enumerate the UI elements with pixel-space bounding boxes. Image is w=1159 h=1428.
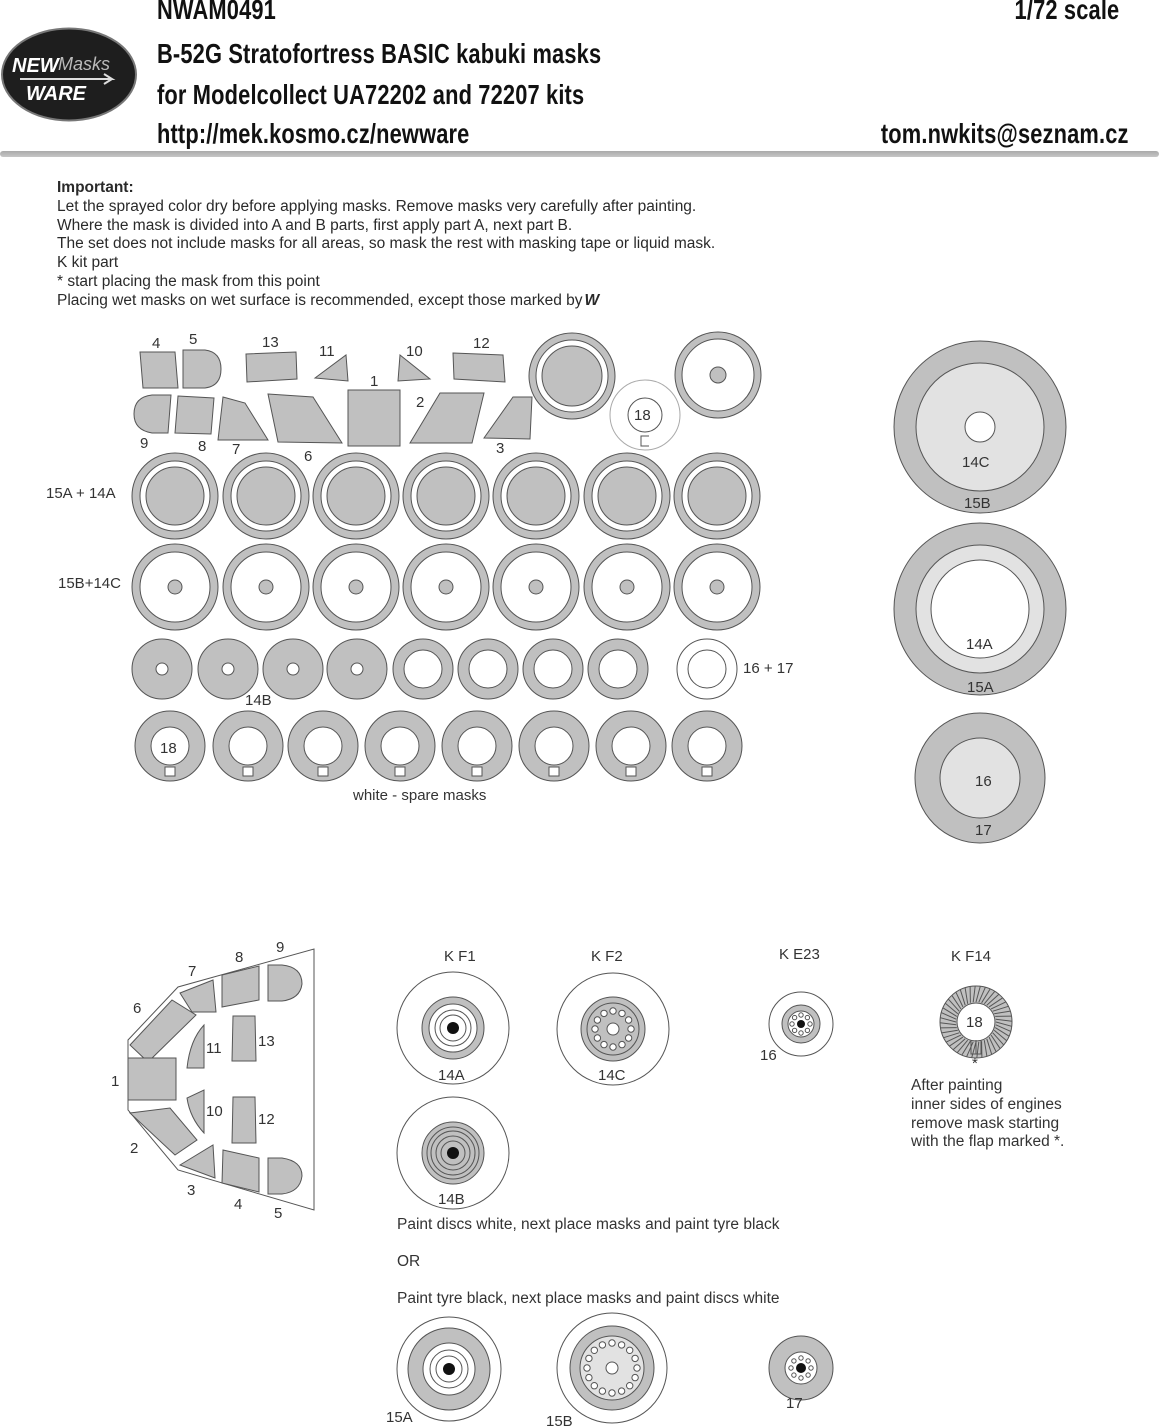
engine-note-line: remove mask starting <box>911 1114 1060 1132</box>
large-mask-15B-14C <box>894 341 1066 513</box>
mask-label: 15A <box>967 679 994 696</box>
num-label: 5 <box>274 1205 283 1222</box>
kit-part-label: K F2 <box>591 948 623 965</box>
wheel-label: 15B <box>546 1413 573 1428</box>
mask-label: 17 <box>975 822 992 839</box>
num-label: 8 <box>235 949 244 966</box>
num-label: 13 <box>258 1033 275 1050</box>
engine-note <box>911 1077 1064 1152</box>
hub-hole <box>792 1373 796 1377</box>
mask-14C <box>529 580 543 594</box>
mask-14C <box>710 580 724 594</box>
canopy-mask-8 <box>222 966 259 1007</box>
num-label: 12 <box>473 335 490 352</box>
instruction-paint-discs: Paint discs white, next place masks and paint tyre black <box>397 1216 780 1233</box>
start-marker: * <box>972 1055 978 1072</box>
mask-label: 14A <box>966 636 993 653</box>
hub-hole <box>586 1374 592 1380</box>
note-line: The set does not include masks for all areas, so mask the rest with masking tape or liquid mask. <box>57 235 716 253</box>
mask-14A <box>417 467 475 525</box>
hub-hole <box>805 1015 809 1019</box>
wheel-15B <box>546 1313 667 1428</box>
logo-text-ware: WARE <box>26 83 86 105</box>
hub-hole <box>601 1041 607 1047</box>
num-label: 5 <box>189 331 198 348</box>
start-flap <box>702 767 712 776</box>
canopy-mask-10 <box>187 1090 204 1133</box>
mask-14C <box>439 580 453 594</box>
start-flap <box>395 767 405 776</box>
start-flap <box>549 767 559 776</box>
hub-hole <box>591 1347 597 1353</box>
hub-hole <box>809 1366 813 1370</box>
hub-hole <box>789 1366 793 1370</box>
hub-hole <box>799 1031 803 1035</box>
num-label: 1 <box>111 1073 120 1090</box>
mask-label: 15B <box>964 495 991 512</box>
hub-hole <box>594 1035 600 1041</box>
num-label: 4 <box>152 335 161 352</box>
row-label: 15A + 14A <box>46 485 116 502</box>
notes-heading: Important: <box>57 179 134 196</box>
wheel-label: 17 <box>786 1395 803 1412</box>
mask-14A <box>146 467 204 525</box>
row-label: 14B <box>245 692 272 709</box>
hub-hole <box>790 1022 794 1026</box>
hub-hole <box>792 1359 796 1363</box>
mask-14C <box>349 580 363 594</box>
mask-label: 14C <box>962 454 990 471</box>
row-label: 16 + 17 <box>743 660 794 677</box>
mask-14A <box>507 467 565 525</box>
note-line-text: Placing wet masks on wet surface is recommended, except those marked by <box>57 291 583 309</box>
wheel-15A <box>386 1317 501 1426</box>
mask-9 <box>134 395 171 433</box>
num-label: 11 <box>319 343 335 360</box>
kit-part-label: K F14 <box>951 948 992 965</box>
product-title: B-52G Stratofortress BASIC kabuki masks <box>157 38 602 69</box>
start-flap <box>318 767 328 776</box>
start-flap <box>165 767 175 776</box>
logo-text-masks: Masks <box>58 54 111 74</box>
num-label: 2 <box>416 394 425 411</box>
num-label: 4 <box>234 1196 243 1213</box>
engine-note-line: After painting <box>911 1077 1003 1094</box>
hub-hole <box>601 1010 607 1016</box>
product-code: NWAM0491 <box>157 0 276 25</box>
dry-mask-symbol: W <box>584 291 600 309</box>
num-label: 9 <box>276 939 285 956</box>
hub-hole <box>627 1347 633 1353</box>
hub-hole <box>610 1008 616 1014</box>
kit-part-label: K F1 <box>444 948 476 965</box>
spare-caption: white - spare masks <box>353 787 487 804</box>
num-label: 7 <box>188 963 197 980</box>
hub-hole <box>628 1026 634 1032</box>
mask-14C <box>168 580 182 594</box>
hub-hole <box>618 1342 624 1348</box>
hub-hole <box>808 1022 812 1026</box>
mask-14A <box>688 467 746 525</box>
hub-hole <box>632 1374 638 1380</box>
num-label: 7 <box>232 441 241 458</box>
logo-text-new: NEW <box>12 55 59 77</box>
wheel-label: 14A <box>438 1067 465 1084</box>
hub-hole <box>625 1017 631 1023</box>
num-label: 2 <box>130 1140 139 1157</box>
hub-hole <box>594 1017 600 1023</box>
hub-hole <box>586 1355 592 1361</box>
canopy-mask-11 <box>187 1025 204 1068</box>
note-line: K kit part <box>57 254 119 272</box>
large-mask-15A-14A <box>894 523 1066 696</box>
mask-14A <box>598 467 656 525</box>
wheel-F1-14A <box>397 972 509 1084</box>
num-label: 12 <box>258 1111 275 1128</box>
hub-hole <box>609 1390 615 1396</box>
mask-row-15B-14C <box>132 544 760 630</box>
website-link[interactable]: http://mek.kosmo.cz/newware <box>157 118 470 149</box>
mask-7 <box>218 397 268 440</box>
hub-hole <box>805 1028 809 1032</box>
canopy-mask-5 <box>268 1158 302 1194</box>
mask-5 <box>183 350 221 388</box>
mask-14A <box>327 467 385 525</box>
start-flap <box>243 767 253 776</box>
engine-fan-F14 <box>940 986 1012 1072</box>
wheel-E23-16 <box>760 992 833 1064</box>
row-label: 15B+14C <box>58 575 121 592</box>
instruction-or: OR <box>397 1253 421 1270</box>
window-mask-set <box>134 332 761 450</box>
hub-hole <box>618 1388 624 1394</box>
hub-hole <box>619 1041 625 1047</box>
hub-hole <box>634 1365 640 1371</box>
start-flap <box>472 767 482 776</box>
num-label: 3 <box>187 1182 196 1199</box>
hub-hole <box>584 1365 590 1371</box>
hub-hole <box>599 1342 605 1348</box>
wheel-label: 14C <box>598 1067 626 1084</box>
start-flap <box>626 767 636 776</box>
mask-3 <box>484 397 532 439</box>
hub-hole <box>799 1356 803 1360</box>
num-label: 6 <box>304 448 313 465</box>
product-subtitle: for Modelcollect UA72202 and 72207 kits <box>157 79 585 110</box>
mask-row-14B-16-17 <box>132 639 737 699</box>
wheel-label: 16 <box>760 1047 777 1064</box>
hub-hole <box>591 1383 597 1389</box>
num-label: 13 <box>262 334 279 351</box>
wheel-label: 15A <box>386 1409 413 1426</box>
engine-note-line: inner sides of engines <box>911 1095 1062 1113</box>
wheel-17 <box>769 1336 833 1412</box>
num-label: 8 <box>198 438 207 455</box>
num-label: 1 <box>370 373 379 390</box>
engine-mask-label: 18 <box>966 1014 983 1031</box>
hub-hole <box>792 1028 796 1032</box>
mask-label: 16 <box>975 773 992 790</box>
num-label: 9 <box>140 435 149 452</box>
hub-hole <box>799 1013 803 1017</box>
num-label: 10 <box>206 1103 223 1120</box>
num-label: 3 <box>496 440 505 457</box>
hub-hole <box>619 1010 625 1016</box>
hub-hole <box>806 1373 810 1377</box>
canopy-mask-3 <box>180 1145 215 1178</box>
large-mask-16-17 <box>915 713 1045 843</box>
hub-hole <box>632 1355 638 1361</box>
wheel-14B <box>397 1097 509 1209</box>
wheel-label: 14B <box>438 1191 465 1208</box>
mask-14C <box>620 580 634 594</box>
note-line: * start placing the mask from this point <box>57 272 320 290</box>
hub-hole <box>625 1035 631 1041</box>
canopy-frame-diagram <box>111 939 314 1222</box>
mask-row-18 <box>135 711 742 781</box>
hub-hole <box>627 1383 633 1389</box>
canopy-mask-9 <box>268 965 302 1001</box>
note-line: Where the mask is divided into A and B parts, first apply part A, next part B. <box>57 216 573 234</box>
mask-13 <box>246 352 297 382</box>
hub-hole <box>592 1026 598 1032</box>
num-label: 18 <box>160 740 177 757</box>
canopy-mask-13 <box>232 1016 256 1061</box>
note-line: Let the sprayed color dry before applying masks. Remove masks very carefully after painting. <box>57 197 697 215</box>
hub-hole <box>799 1376 803 1380</box>
num-label: 18 <box>634 407 651 424</box>
hub-hole <box>806 1359 810 1363</box>
canopy-mask-2 <box>130 1108 197 1155</box>
num-label: 11 <box>206 1040 222 1057</box>
hub-hole <box>599 1388 605 1394</box>
mask-14A <box>237 467 295 525</box>
mask-14C <box>259 580 273 594</box>
canopy-mask-1 <box>128 1058 176 1100</box>
mask-6 <box>268 394 342 443</box>
mask-12 <box>453 353 505 382</box>
num-label: 6 <box>133 1000 142 1017</box>
canopy-mask-4 <box>222 1150 259 1192</box>
mask-8 <box>175 396 214 434</box>
hub-hole <box>609 1340 615 1346</box>
canopy-mask-12 <box>232 1097 256 1143</box>
hub-hole <box>792 1015 796 1019</box>
mask-row-15A-14A <box>132 453 760 539</box>
wheel-F2-14C <box>557 973 669 1085</box>
num-label: 10 <box>406 343 423 360</box>
mask-1 <box>348 390 400 446</box>
engine-note-line: with the flap marked *. <box>911 1133 1065 1151</box>
kit-part-label: K E23 <box>779 946 820 963</box>
hub-hole <box>610 1044 616 1050</box>
scale-label: 1/72 scale <box>1014 0 1119 25</box>
email-link[interactable]: tom.nwkits@seznam.cz <box>881 118 1129 149</box>
mask-4 <box>140 352 178 388</box>
instruction-paint-tyre: Paint tyre black, next place masks and paint discs white <box>397 1290 780 1307</box>
